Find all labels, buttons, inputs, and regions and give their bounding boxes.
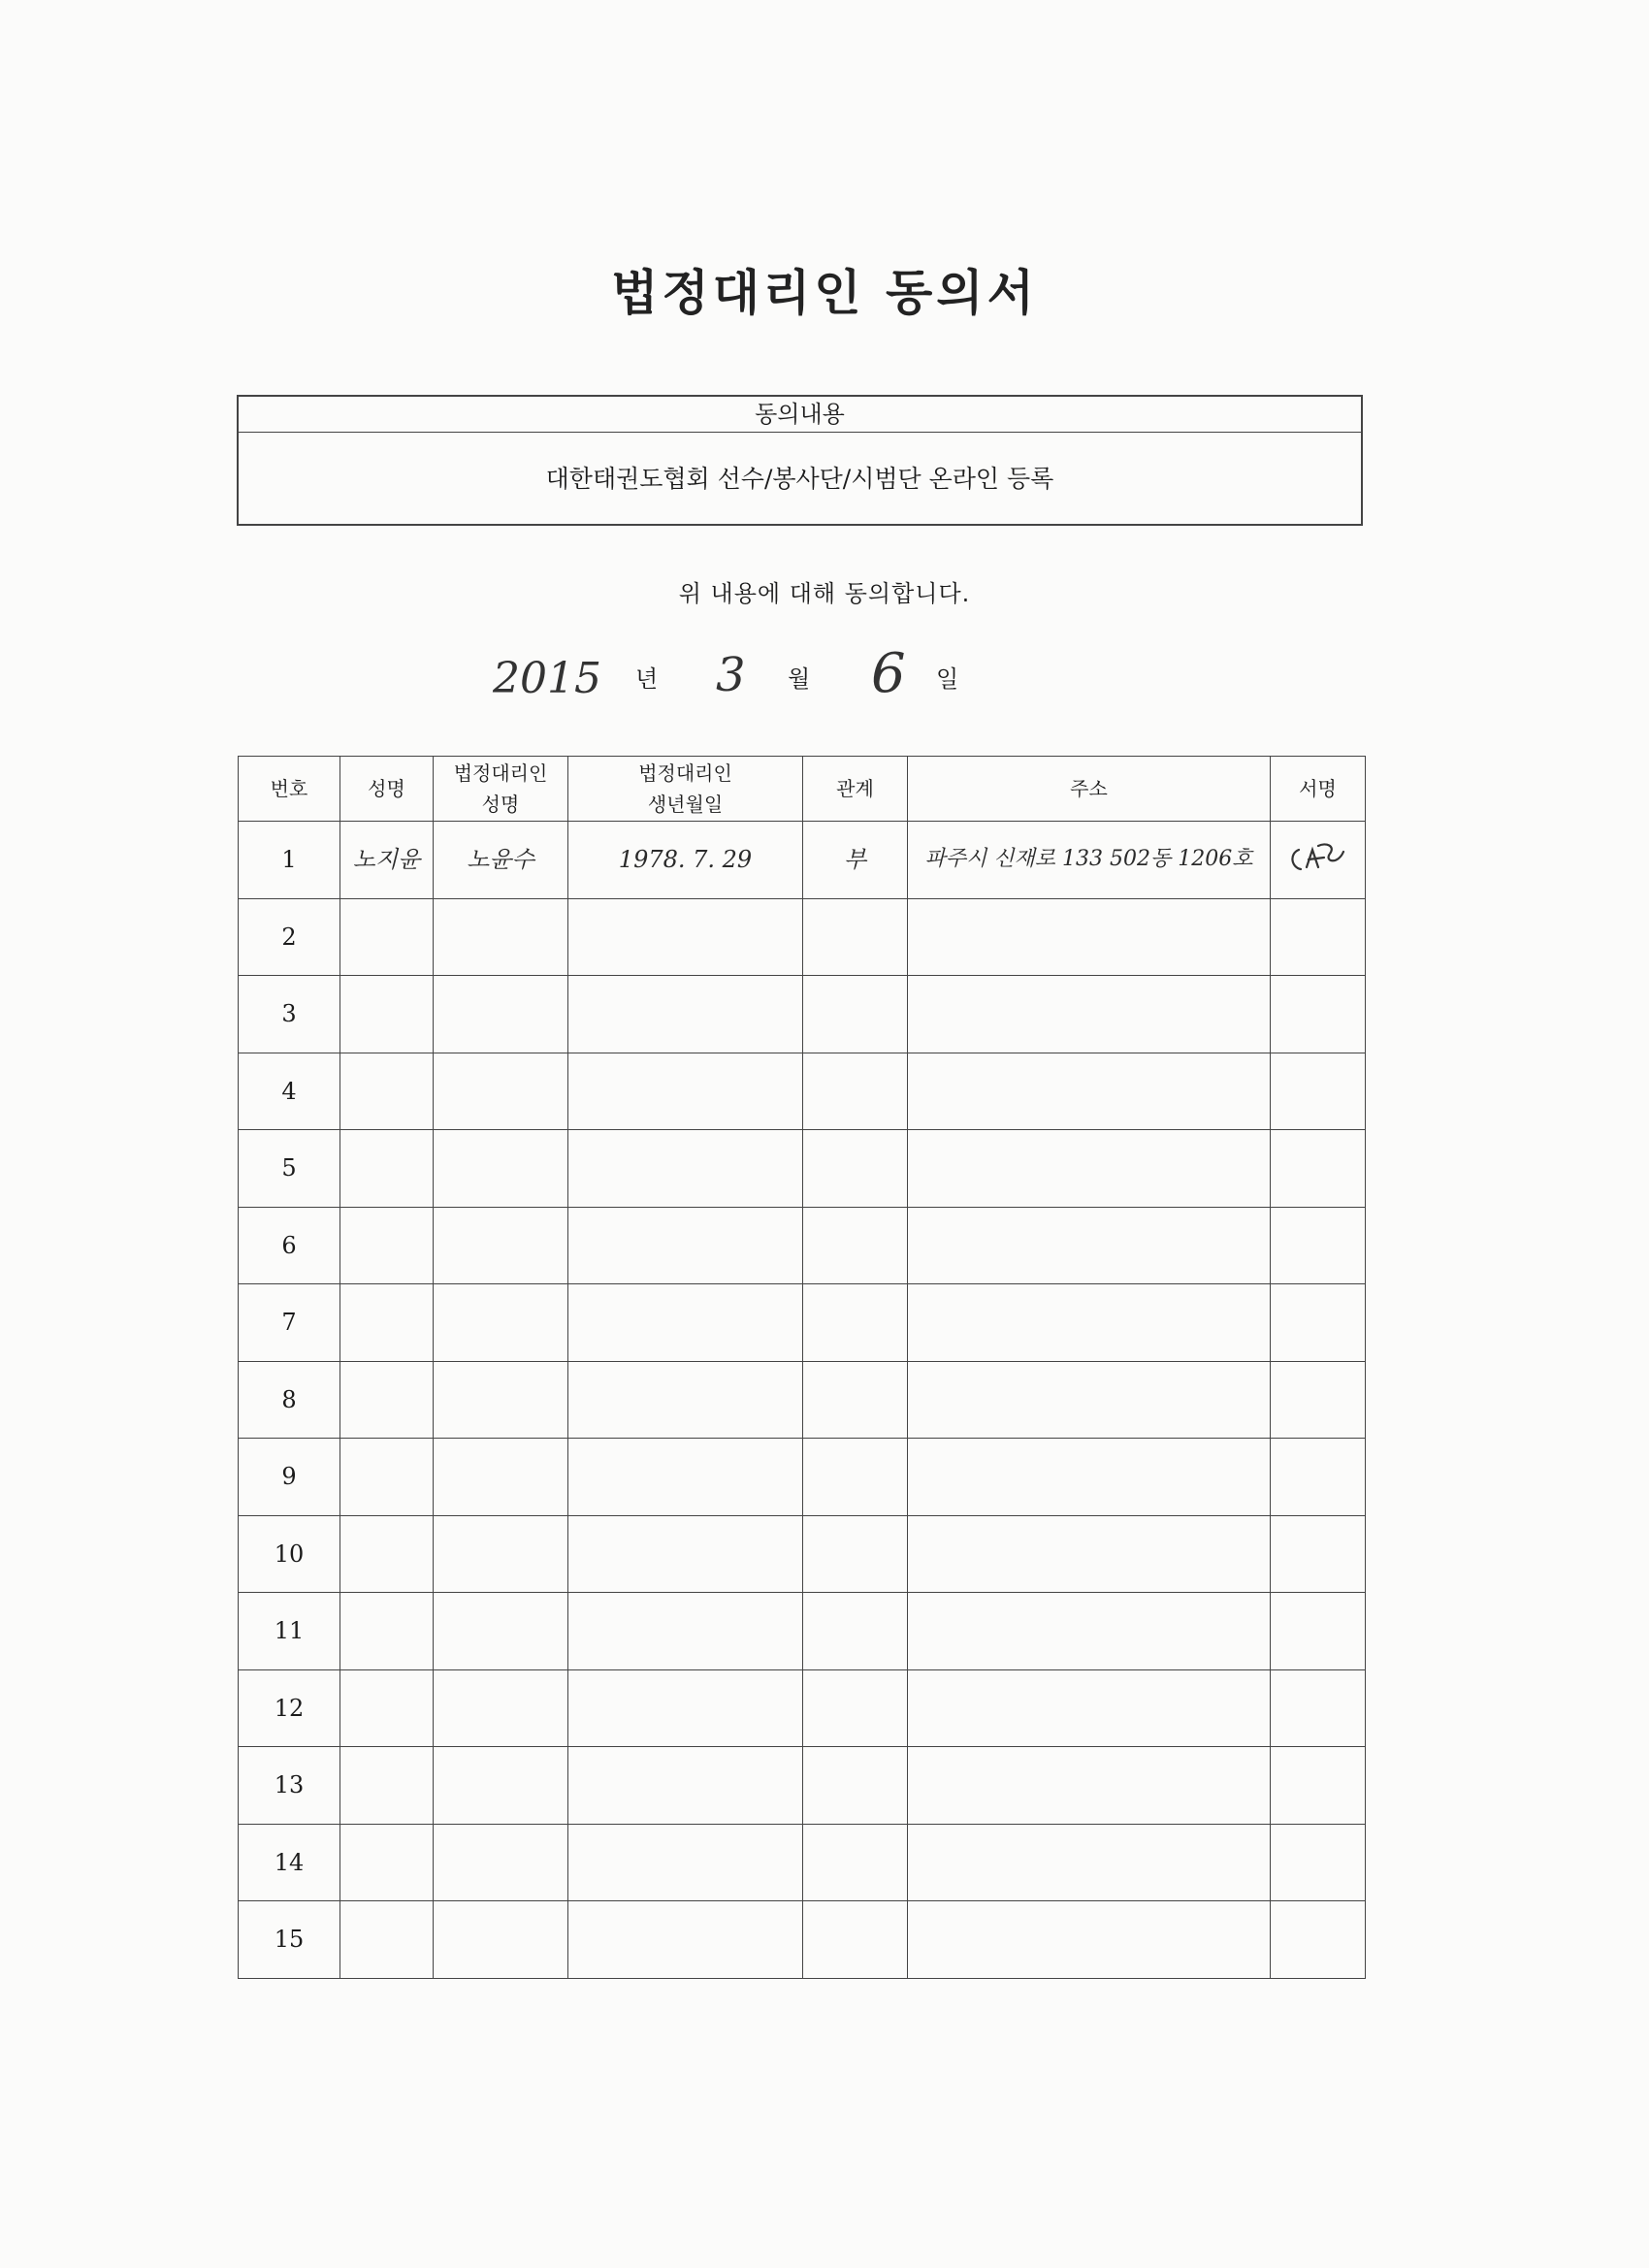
handwritten-signature xyxy=(1279,832,1357,881)
cell-name xyxy=(340,1361,434,1439)
consent-body: 대한태권도협회 선수/봉사단/시범단 온라인 등록 xyxy=(545,465,1054,493)
cell-relation xyxy=(803,1284,908,1362)
cell-guardian-name xyxy=(434,1515,568,1593)
table-row xyxy=(239,976,1366,1053)
table-row xyxy=(239,1824,1366,1901)
cell-signature xyxy=(1271,1207,1366,1284)
cell-guardian-name xyxy=(434,1669,568,1747)
cell-relation xyxy=(803,1207,908,1284)
cell-name xyxy=(340,1669,434,1747)
cell-address xyxy=(908,1053,1271,1130)
header-name: 성명 xyxy=(340,757,434,822)
cell-name xyxy=(340,1901,434,1979)
cell-no: 6 xyxy=(239,1207,340,1284)
cell-signature xyxy=(1271,898,1366,976)
date-year-label: 년 xyxy=(635,665,659,693)
cell-guardian-birth xyxy=(568,1824,803,1901)
cell-guardian-birth xyxy=(568,1207,803,1284)
date-day-label: 일 xyxy=(936,665,959,693)
cell-no: 12 xyxy=(239,1669,340,1747)
cell-signature xyxy=(1271,822,1366,899)
cell-address xyxy=(908,1207,1271,1284)
cell-signature xyxy=(1271,1901,1366,1979)
cell-address xyxy=(908,1824,1271,1901)
cell-guardian-birth xyxy=(568,1515,803,1593)
table-row xyxy=(239,898,1366,976)
cell-signature xyxy=(1271,1361,1366,1439)
cell-signature xyxy=(1271,1824,1366,1901)
cell-guardian-name xyxy=(434,1439,568,1516)
cell-relation: 부 xyxy=(803,822,908,899)
header-guardian-name-line1: 법정대리인 xyxy=(453,761,548,785)
cell-name xyxy=(340,898,434,976)
cell-address xyxy=(908,1130,1271,1208)
cell-guardian-name xyxy=(434,1361,568,1439)
cell-address xyxy=(908,898,1271,976)
cell-guardian-name: 노윤수 xyxy=(434,822,568,899)
cell-relation xyxy=(803,976,908,1053)
cell-relation xyxy=(803,1824,908,1901)
date-month-label: 월 xyxy=(788,665,811,693)
cell-guardian-birth xyxy=(568,1130,803,1208)
cell-guardian-birth xyxy=(568,1747,803,1825)
cell-guardian-name xyxy=(434,898,568,976)
cell-address xyxy=(908,1284,1271,1362)
cell-guardian-birth xyxy=(568,976,803,1053)
cell-no: 9 xyxy=(239,1439,340,1516)
cell-name xyxy=(340,1439,434,1516)
cell-name xyxy=(340,1747,434,1825)
cell-guardian-birth xyxy=(568,1901,803,1979)
table-row xyxy=(239,1439,1366,1516)
cell-no: 11 xyxy=(239,1593,340,1670)
cell-no: 5 xyxy=(239,1130,340,1208)
cell-signature xyxy=(1271,1593,1366,1670)
cell-guardian-name xyxy=(434,1593,568,1670)
table-row xyxy=(239,1901,1366,1979)
date-line xyxy=(0,642,1649,716)
cell-name xyxy=(340,1130,434,1208)
header-guardian-birth-line2: 생년월일 xyxy=(647,793,724,816)
cell-address xyxy=(908,1593,1271,1670)
cell-relation xyxy=(803,1439,908,1516)
date-year: 2015 xyxy=(493,654,601,703)
header-guardian-birth-line1: 법정대리인 xyxy=(638,761,732,785)
header-guardian-name-line2: 성명 xyxy=(481,793,520,816)
cell-no: 15 xyxy=(239,1901,340,1979)
table-row xyxy=(239,1593,1366,1670)
cell-address xyxy=(908,1515,1271,1593)
cell-signature xyxy=(1271,1669,1366,1747)
cell-relation xyxy=(803,898,908,976)
cell-guardian-birth xyxy=(568,1669,803,1747)
cell-no: 13 xyxy=(239,1747,340,1825)
cell-guardian-name xyxy=(434,1901,568,1979)
header-guardian-birth xyxy=(568,757,803,822)
guardian-table xyxy=(238,756,1366,1979)
cell-guardian-name xyxy=(434,976,568,1053)
cell-no: 10 xyxy=(239,1515,340,1593)
cell-relation xyxy=(803,1053,908,1130)
cell-signature xyxy=(1271,1053,1366,1130)
cell-relation xyxy=(803,1747,908,1825)
table-row xyxy=(239,1515,1366,1593)
cell-signature xyxy=(1271,1130,1366,1208)
table-row xyxy=(239,1284,1366,1362)
consent-header: 동의내용 xyxy=(239,397,1361,433)
date-month: 3 xyxy=(716,648,746,702)
cell-relation xyxy=(803,1901,908,1979)
cell-guardian-name xyxy=(434,1747,568,1825)
cell-name xyxy=(340,1515,434,1593)
cell-relation xyxy=(803,1130,908,1208)
cell-name xyxy=(340,1284,434,1362)
table-row xyxy=(239,1207,1366,1284)
cell-relation xyxy=(803,1361,908,1439)
cell-signature xyxy=(1271,1439,1366,1516)
cell-signature xyxy=(1271,1747,1366,1825)
cell-name xyxy=(340,1207,434,1284)
table-row xyxy=(239,822,1366,899)
cell-no: 3 xyxy=(239,976,340,1053)
cell-name xyxy=(340,976,434,1053)
table-row xyxy=(239,1747,1366,1825)
cell-relation xyxy=(803,1669,908,1747)
cell-no: 1 xyxy=(239,822,340,899)
header-relation: 관계 xyxy=(803,757,908,822)
consent-box xyxy=(237,395,1363,526)
document-title: 법정대리인 동의서 xyxy=(611,265,1038,321)
cell-address xyxy=(908,1669,1271,1747)
cell-signature xyxy=(1271,976,1366,1053)
cell-name xyxy=(340,1824,434,1901)
cell-relation xyxy=(803,1593,908,1670)
cell-name: 노지윤 xyxy=(340,822,434,899)
table-row xyxy=(239,1361,1366,1439)
cell-guardian-birth xyxy=(568,1593,803,1670)
cell-guardian-birth xyxy=(568,1053,803,1130)
header-signature: 서명 xyxy=(1271,757,1366,822)
header-guardian-name xyxy=(434,757,568,822)
cell-guardian-name xyxy=(434,1824,568,1901)
table-row xyxy=(239,1053,1366,1130)
cell-signature xyxy=(1271,1284,1366,1362)
cell-no: 2 xyxy=(239,898,340,976)
table-row xyxy=(239,1669,1366,1747)
cell-no: 4 xyxy=(239,1053,340,1130)
cell-guardian-birth: 1978. 7. 29 xyxy=(568,822,803,899)
cell-guardian-birth xyxy=(568,1361,803,1439)
cell-address xyxy=(908,1439,1271,1516)
table-header-row xyxy=(239,757,1366,822)
cell-no: 7 xyxy=(239,1284,340,1362)
header-address: 주소 xyxy=(908,757,1271,822)
cell-guardian-birth xyxy=(568,1439,803,1516)
cell-guardian-birth xyxy=(568,898,803,976)
cell-guardian-birth xyxy=(568,1284,803,1362)
cell-address xyxy=(908,1901,1271,1979)
cell-name xyxy=(340,1593,434,1670)
cell-guardian-name xyxy=(434,1053,568,1130)
cell-guardian-name xyxy=(434,1130,568,1208)
cell-name xyxy=(340,1053,434,1130)
cell-guardian-name xyxy=(434,1207,568,1284)
cell-signature xyxy=(1271,1515,1366,1593)
cell-guardian-name xyxy=(434,1284,568,1362)
cell-address xyxy=(908,976,1271,1053)
cell-no: 14 xyxy=(239,1824,340,1901)
cell-address: 파주시 신재로 133 502동 1206호 xyxy=(908,822,1271,899)
cell-address xyxy=(908,1361,1271,1439)
agree-statement: 위 내용에 대해 동의합니다. xyxy=(678,580,971,607)
table-row xyxy=(239,1130,1366,1208)
header-no: 번호 xyxy=(239,757,340,822)
cell-no: 8 xyxy=(239,1361,340,1439)
date-day: 6 xyxy=(871,642,906,705)
cell-relation xyxy=(803,1515,908,1593)
cell-address xyxy=(908,1747,1271,1825)
